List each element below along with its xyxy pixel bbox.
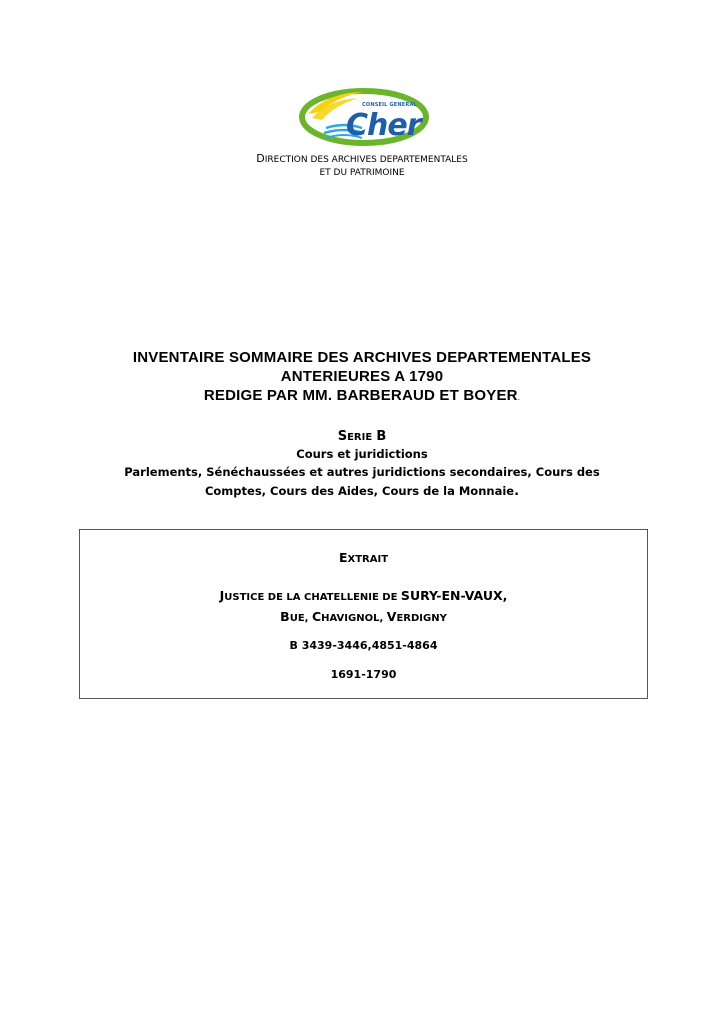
justice-c: C bbox=[311, 609, 322, 624]
direction-line2: ET DU PATRIMOINE bbox=[319, 168, 405, 178]
serie-word-rest: ERIE bbox=[347, 432, 373, 443]
logo-text bbox=[298, 88, 432, 148]
serie-desc-line1: Parlements, Sénéchaussées et autres juridictions secondaires, Cours des bbox=[124, 465, 600, 479]
date-range: 1691-1790 bbox=[330, 668, 397, 681]
justice-v2: V bbox=[386, 609, 397, 624]
logo-conseil-general: CONSEIL GENERAL bbox=[362, 102, 417, 108]
title-line1: INVENTAIRE SOMMAIRE DES ARCHIVES DEPARTEMENTALES bbox=[132, 349, 592, 366]
justice-havignol: HAVIGNOL, bbox=[321, 613, 387, 624]
justice-line1 bbox=[80, 586, 647, 607]
logo-cher-wordmark: Cher bbox=[346, 108, 421, 143]
serie-letter: B bbox=[376, 429, 387, 444]
direction-initial: D bbox=[256, 152, 265, 165]
title-line3-dot: . bbox=[517, 393, 521, 402]
justice-ustice: USTICE DE LA CHATELLENIE DE bbox=[224, 592, 401, 603]
cote-range: B 3439-3446,4851-4864 bbox=[289, 639, 438, 652]
justice-s: S bbox=[400, 588, 410, 603]
serie-desc-dot: . bbox=[514, 484, 520, 499]
cher-logo bbox=[298, 88, 432, 148]
justice-title bbox=[80, 586, 647, 628]
extrait-initial: E bbox=[338, 550, 348, 565]
title-line2: ANTERIEURES A 1790 bbox=[280, 368, 444, 385]
serie-description bbox=[102, 463, 622, 501]
direction-line1-text: IRECTION DES ARCHIVES DEPARTEMENTALES bbox=[264, 155, 468, 165]
serie-subtitle: Cours et juridictions bbox=[296, 447, 428, 461]
justice-v: V bbox=[464, 588, 474, 603]
justice-en: -EN- bbox=[436, 588, 465, 603]
justice-aux: AUX, bbox=[473, 588, 508, 603]
direction-header bbox=[0, 152, 724, 180]
extrait-rest: XTRAIT bbox=[347, 554, 389, 565]
title-line3-text: REDIGE PAR MM. BARBERAUD ET BOYER bbox=[203, 387, 518, 404]
serie-block bbox=[0, 428, 724, 501]
justice-line2 bbox=[80, 607, 647, 628]
extrait-heading bbox=[80, 550, 647, 565]
serie-initial: S bbox=[337, 429, 348, 444]
serie-desc-line2 bbox=[102, 482, 622, 501]
extrait-box bbox=[79, 529, 648, 699]
justice-j: J bbox=[219, 588, 225, 603]
serie-desc-line2-text: Comptes, Cours des Aides, Cours de la Monnaie bbox=[204, 484, 515, 498]
direction-line1 bbox=[0, 152, 724, 167]
serie-title bbox=[0, 428, 724, 446]
justice-ue: UE, bbox=[289, 613, 312, 624]
main-title bbox=[0, 348, 724, 407]
justice-erdigny: ERDIGNY bbox=[396, 613, 447, 624]
justice-ury: URY bbox=[409, 588, 437, 603]
justice-b: B bbox=[280, 609, 290, 624]
title-line3 bbox=[0, 386, 724, 407]
